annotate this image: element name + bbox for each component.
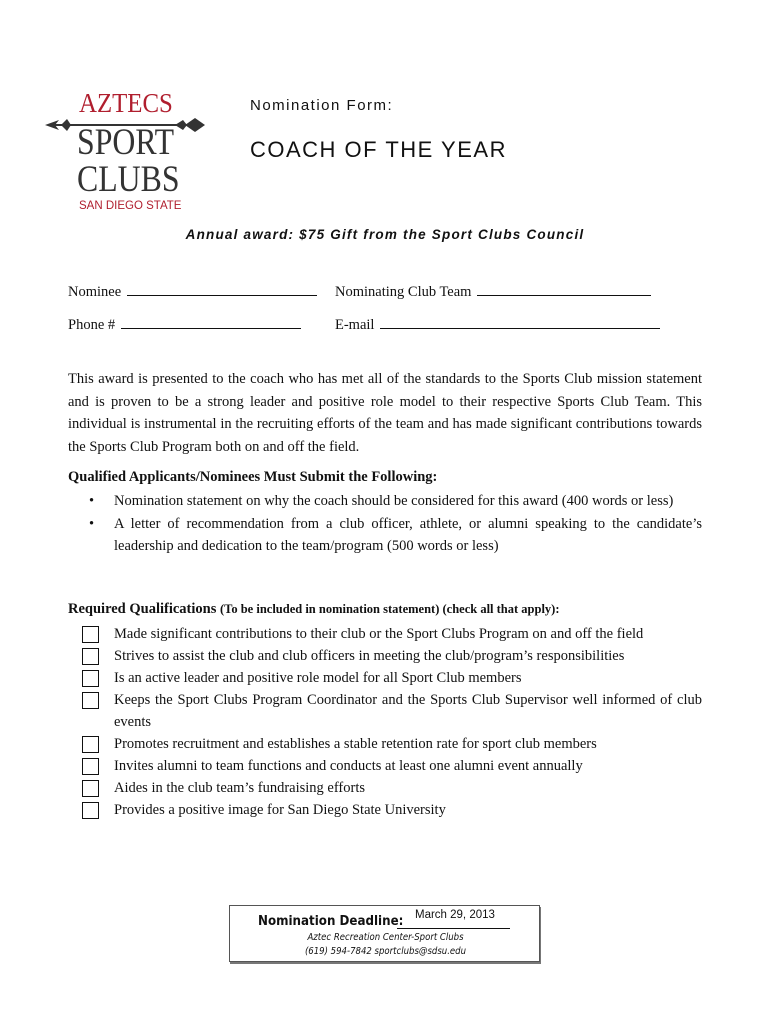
qualification-text: Aides in the club team’s fundraising efforts bbox=[114, 780, 366, 796]
logo-clubs-text: CLUBS bbox=[77, 159, 180, 200]
checkbox[interactable] bbox=[82, 758, 99, 775]
list-item-text: Nomination statement on why the coach should be considered for this award (400 words or less) bbox=[114, 493, 674, 509]
submission-heading: Qualified Applicants/Nominees Must Submit the Following: bbox=[68, 469, 438, 485]
checkbox[interactable] bbox=[82, 802, 99, 819]
list-item bbox=[68, 490, 702, 513]
nominee-input-line[interactable] bbox=[127, 283, 317, 296]
deadline-contact: (619) 594-7842 sportclubs@sdsu.edu bbox=[304, 946, 467, 957]
nominee-label: Nominee bbox=[68, 284, 122, 300]
deadline-label: Nomination Deadline: bbox=[258, 913, 404, 929]
qualifications-title: Required Qualifications bbox=[68, 601, 217, 617]
list-item-text: A letter of recommendation from a club officer, athlete, or alumni speaking to the candidate’s leadership and dedication to the team/program (500 words or less) bbox=[114, 515, 702, 554]
phone-input-line[interactable] bbox=[121, 316, 301, 329]
qualification-text: Promotes recruitment and establishes a stable retention rate for sport club members bbox=[114, 736, 597, 752]
email-label: E-mail bbox=[335, 317, 375, 333]
email-field[interactable] bbox=[335, 316, 660, 334]
logo-sdsu-text: SAN DIEGO STATE bbox=[79, 200, 182, 212]
bullet-icon: • bbox=[89, 515, 95, 532]
aztecs-sport-clubs-logo bbox=[45, 88, 205, 213]
qualification-text: Is an active leader and positive role model for all Sport Club members bbox=[114, 670, 522, 686]
qualification-text: Made significant contributions to their club or the Sport Clubs Program on and off the field bbox=[114, 626, 644, 642]
nominating-club-label: Nominating Club Team bbox=[335, 284, 472, 300]
nominee-field[interactable] bbox=[68, 283, 317, 301]
form-label: Nomination Form: bbox=[250, 97, 394, 114]
list-item bbox=[68, 513, 702, 558]
submission-list bbox=[68, 490, 702, 558]
qualification-text: Strives to assist the club and club officers in meeting the club/program’s responsibilities bbox=[114, 648, 625, 664]
phone-field[interactable] bbox=[68, 316, 301, 334]
deadline-box bbox=[229, 905, 540, 962]
phone-label: Phone # bbox=[68, 317, 116, 333]
page-title: COACH OF THE YEAR bbox=[250, 137, 507, 162]
checkbox[interactable] bbox=[82, 736, 99, 753]
qualification-text: Invites alumni to team functions and conducts at least one alumni event annually bbox=[114, 758, 583, 774]
deadline-address: Aztec Recreation Center-Sport Clubs bbox=[307, 932, 464, 943]
checkbox[interactable] bbox=[82, 670, 99, 687]
logo-aztecs-text: AZTECS bbox=[79, 88, 173, 118]
nominating-club-field[interactable] bbox=[335, 283, 651, 301]
bullet-icon: • bbox=[89, 493, 95, 509]
checkbox[interactable] bbox=[82, 780, 99, 797]
qualifications-heading bbox=[68, 601, 560, 618]
nominating-club-input-line[interactable] bbox=[477, 283, 651, 296]
checkbox[interactable] bbox=[82, 648, 99, 665]
email-input-line[interactable] bbox=[380, 316, 660, 329]
checkbox[interactable] bbox=[82, 692, 99, 709]
award-description: This award is presented to the coach who has met all of the standards to the Sports Club mission statement and is proven to be a strong leader and positive role model to their respective Sports Club Team. This individual is instrumental in the recruiting efforts of the team and has made significant contributions towards the Sports Club Program both on and off the field. bbox=[68, 371, 702, 455]
qualifications-subtitle: (To be included in nomination statement) (check all that apply): bbox=[220, 602, 560, 616]
logo-sport-text: SPORT bbox=[77, 122, 175, 163]
qualification-text: Provides a positive image for San Diego State University bbox=[114, 802, 446, 818]
checkbox[interactable] bbox=[82, 626, 99, 643]
deadline-date: March 29, 2013 bbox=[415, 909, 495, 921]
annual-award-text: Annual award: $75 Gift from the Sport Clubs Council bbox=[185, 227, 585, 242]
qualification-text: Keeps the Sport Clubs Program Coordinator and the Sports Club Supervisor well informed of club events bbox=[114, 692, 702, 730]
